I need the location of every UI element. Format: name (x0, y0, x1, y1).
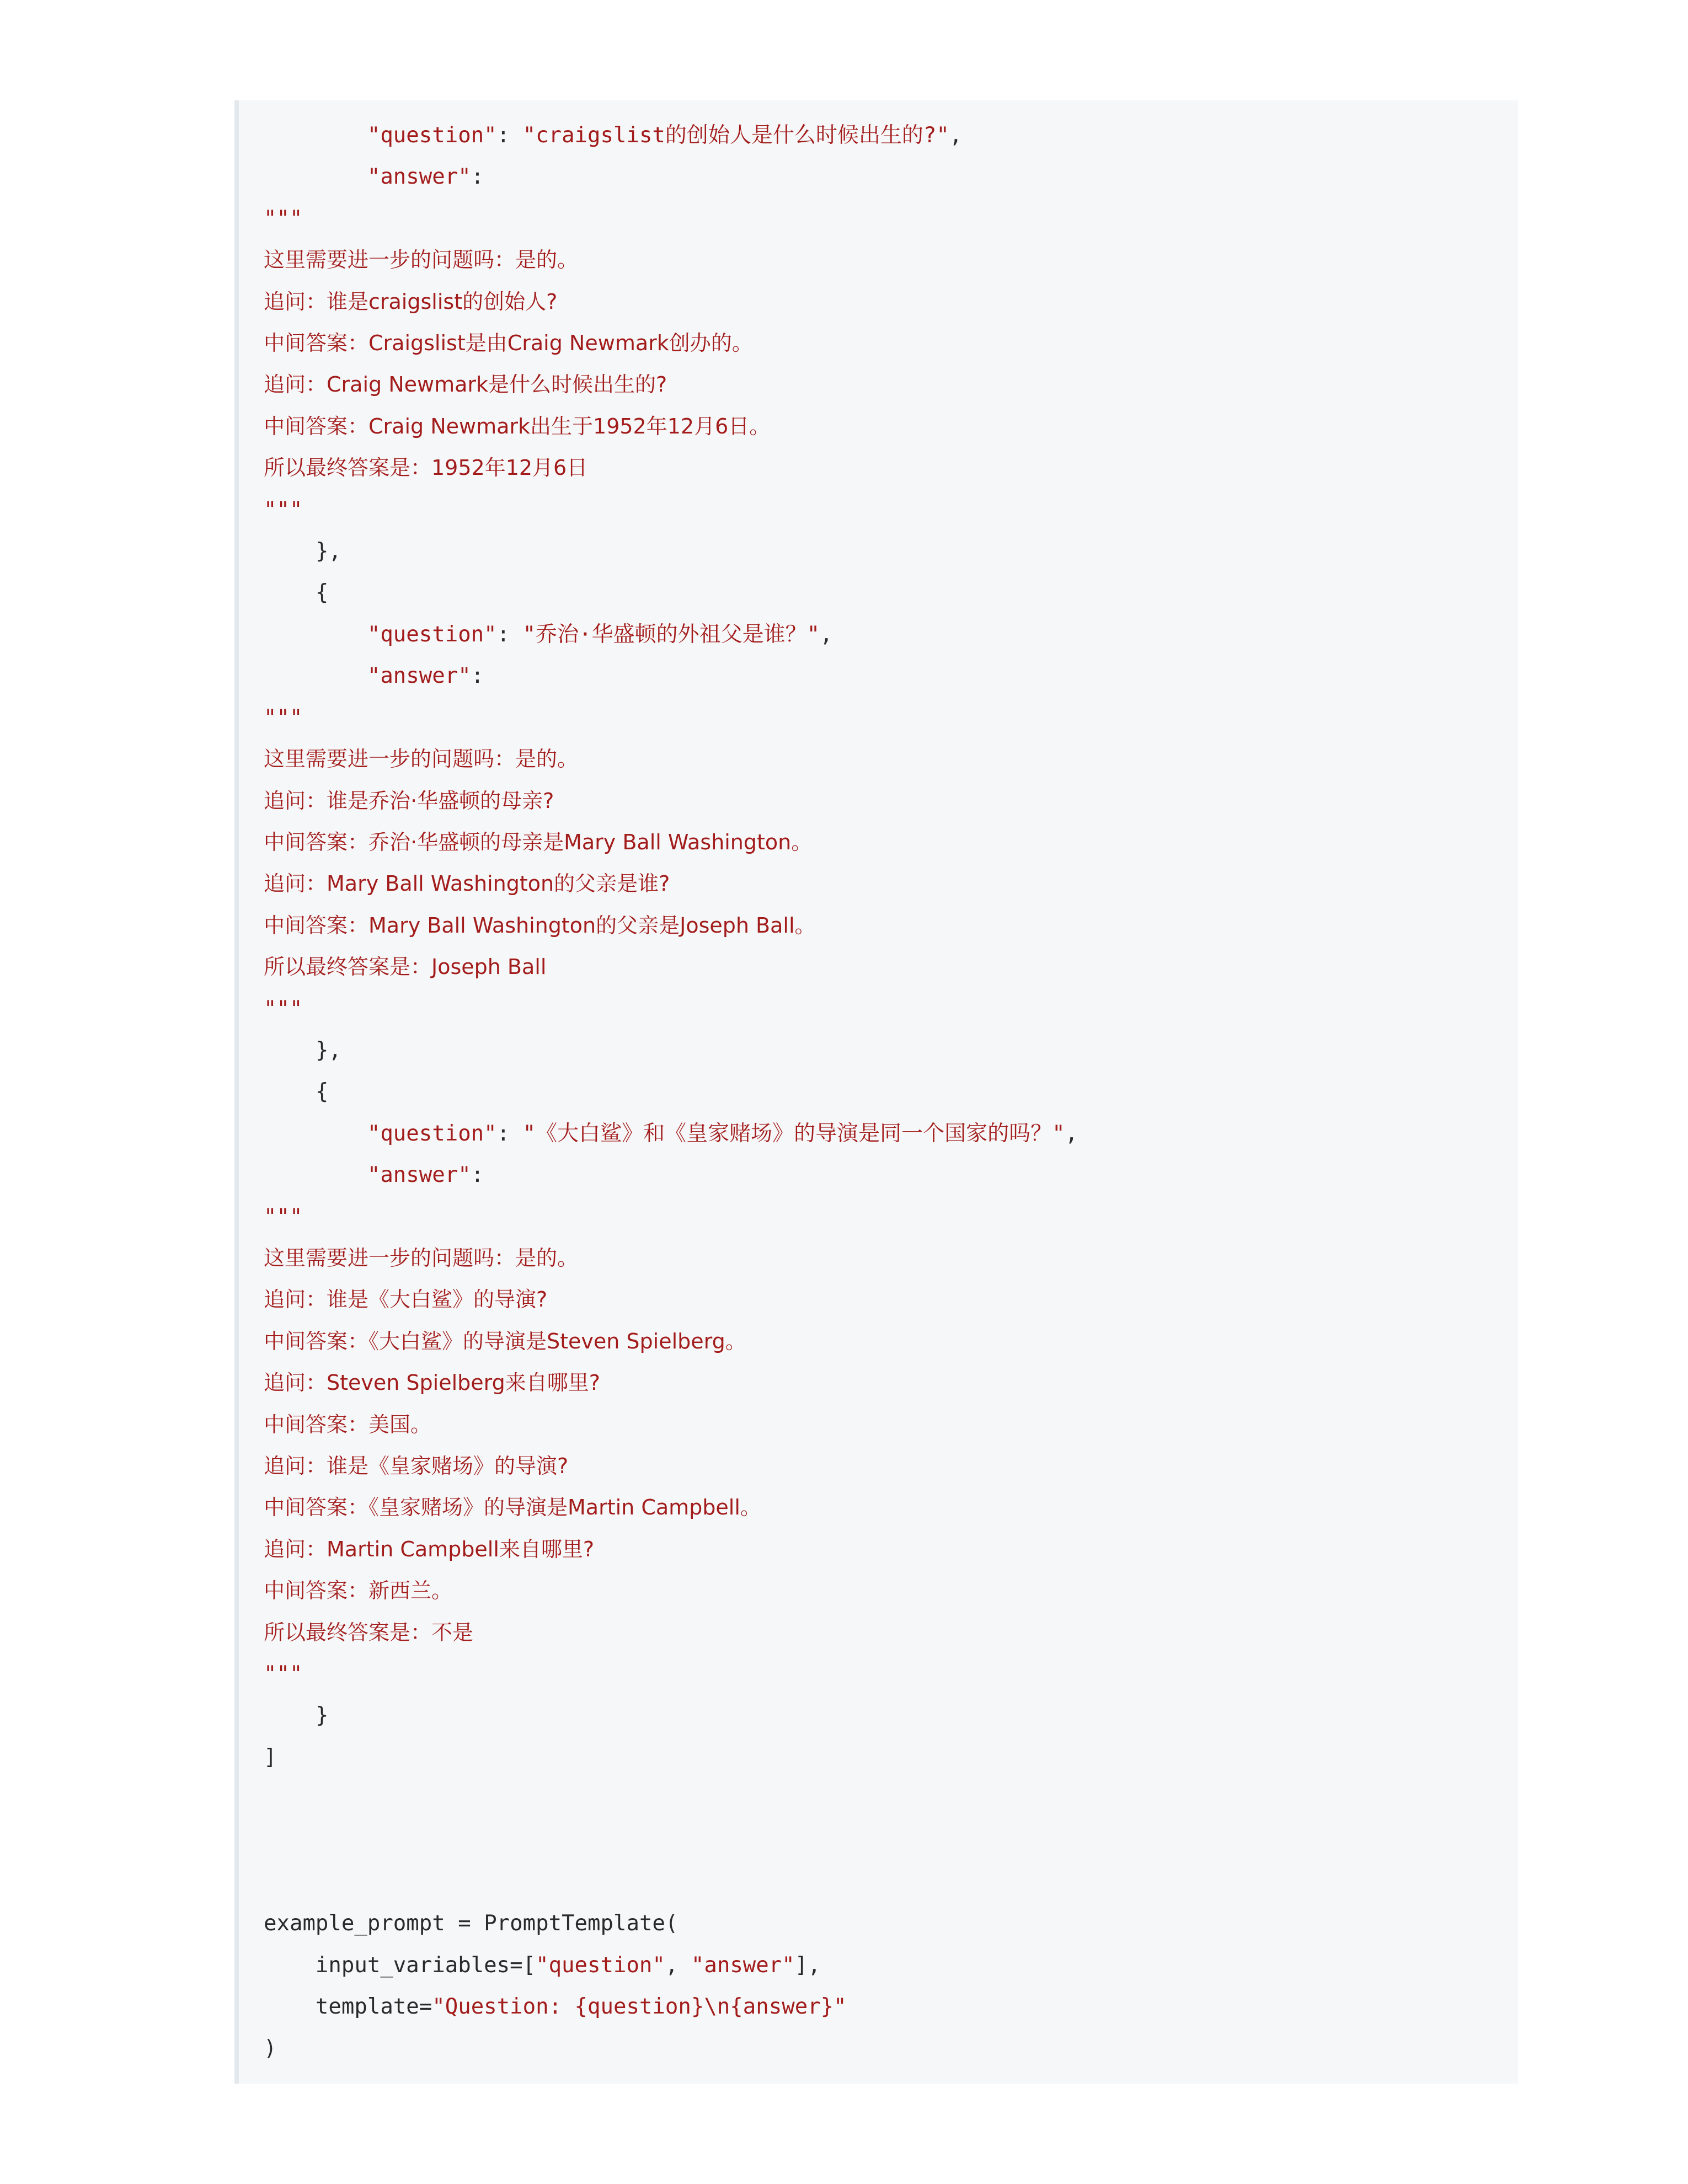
code-line (239, 1196, 1518, 1238)
code-token: : (496, 123, 523, 148)
prose-line: 追问：Craig Newmark是什么时候出生的? (264, 372, 667, 397)
code-line (239, 1695, 1518, 1736)
code-token: input_variables (315, 1952, 510, 1978)
code-line (239, 1113, 1518, 1154)
string-token: "question" (536, 1952, 665, 1978)
string-token: "answer" (691, 1952, 795, 1978)
code-line (239, 697, 1518, 738)
code-token: , (665, 1952, 691, 1978)
code-line (239, 1653, 1518, 1695)
string-token: "answer" (367, 164, 471, 190)
string-token: """ (264, 1204, 303, 1229)
code-line (239, 156, 1518, 197)
code-token: = (445, 1911, 484, 1936)
code-line (239, 198, 1518, 239)
indent (264, 539, 316, 564)
code-token: : (471, 1163, 497, 1188)
string-token: "question" (367, 123, 497, 148)
indent (264, 1994, 316, 2019)
prose-line: 这里需要进一步的问题吗：是的。 (264, 1245, 579, 1270)
string-token: "craigslist的创始人是什么时候出生的?" (522, 123, 949, 148)
prose-line: 中间答案：Craig Newmark出生于1952年12月6日。 (264, 414, 771, 438)
indent (264, 1038, 316, 1063)
code-token: } (315, 1703, 329, 1728)
code-line (239, 1071, 1518, 1112)
prose-line: 所以最终答案是：Joseph Ball (264, 955, 547, 979)
indent (264, 123, 367, 148)
prose-line: 追问：谁是《大白鲨》的导演? (264, 1287, 548, 1312)
blank-line (239, 1861, 1518, 1903)
code-token: =[ (510, 1952, 536, 1978)
blank-line (239, 1820, 1518, 1861)
prose-line: 所以最终答案是：不是 (264, 1620, 474, 1645)
code-token: ] (264, 1744, 277, 1770)
string-token: "answer" (367, 1163, 471, 1188)
string-token: """ (264, 705, 303, 730)
string-token: "Question: {question}\n{answer}" (432, 1994, 847, 2020)
string-token: """ (264, 1662, 303, 1687)
code-token: example_prompt (264, 1911, 445, 1936)
prose-line: 追问：Martin Campbell来自哪里? (264, 1537, 595, 1561)
prose-line: 追问：谁是乔治·华盛顿的母亲? (264, 788, 554, 813)
prose-line: 追问：谁是craigslist的创始人? (264, 289, 558, 314)
code-line (239, 1737, 1518, 1778)
code-token: { (315, 580, 329, 606)
code-token: }, (315, 539, 341, 564)
indent (264, 1121, 367, 1146)
prose-line: 这里需要进一步的问题吗：是的。 (264, 747, 579, 772)
code-line (239, 1945, 1518, 1986)
string-token: """ (264, 996, 303, 1021)
code-block[interactable] (234, 100, 1518, 2084)
string-token: "乔治·华盛顿的外祖父是谁？" (522, 622, 820, 647)
code-token: PromptTemplate (484, 1911, 665, 1936)
indent (264, 1163, 367, 1187)
prose-line: 中间答案：美国。 (264, 1412, 432, 1437)
code-line (239, 1903, 1518, 1944)
code-token: , (820, 622, 833, 647)
prose-line: 追问：Steven Spielberg来自哪里? (264, 1371, 600, 1395)
code-token: : (496, 622, 523, 647)
code-token: : (471, 164, 497, 190)
code-token: : (496, 1121, 523, 1146)
indent (264, 1953, 316, 1978)
code-line (239, 614, 1518, 655)
prose-line: 这里需要进一步的问题吗：是的。 (264, 248, 579, 272)
code-line (239, 572, 1518, 613)
indent (264, 1079, 316, 1104)
code-token: }, (315, 1037, 341, 1063)
code-line (239, 531, 1518, 572)
prose-line: 中间答案：Mary Ball Washington的父亲是Joseph Ball。 (264, 913, 816, 938)
code-token: : (471, 663, 497, 689)
prose-line: 中间答案：新西兰。 (264, 1578, 453, 1603)
code-line (239, 115, 1518, 156)
string-token: "question" (367, 622, 497, 647)
code-token: { (315, 1079, 329, 1105)
code-line (239, 1154, 1518, 1196)
prose-line: 追问：Mary Ball Washington的父亲是谁? (264, 871, 670, 896)
string-token: """ (264, 206, 303, 231)
prose-line: 追问：谁是《皇家赌场》的导演? (264, 1454, 569, 1478)
code-token: , (949, 123, 963, 148)
code-line (239, 489, 1518, 531)
code-token: = (419, 1994, 432, 2020)
prose-line: 中间答案：乔治·华盛顿的母亲是Mary Ball Washington。 (264, 829, 813, 854)
prose-line: 所以最终答案是：1952年12月6日 (264, 456, 588, 480)
prose-line: 中间答案：《大白鲨》的导演是Steven Spielberg。 (264, 1329, 746, 1353)
prose-line: 中间答案：Craigslist是由Craig Newmark创办的。 (264, 331, 753, 356)
indent (264, 164, 367, 189)
indent (264, 580, 316, 605)
indent (264, 622, 367, 647)
string-token: "answer" (367, 663, 471, 689)
string-token: """ (264, 497, 303, 522)
code-token: ], (794, 1952, 821, 1978)
blank-line (239, 1778, 1518, 1819)
code-token: ( (665, 1911, 679, 1936)
string-token: "question" (367, 1121, 497, 1146)
code-token: , (1065, 1121, 1078, 1146)
prose-line: 中间答案：《皇家赌场》的导演是Martin Campbell。 (264, 1495, 761, 1520)
code-line (239, 1986, 1518, 2027)
code-line (239, 1030, 1518, 1071)
code-token: template (315, 1994, 419, 2020)
indent (264, 1703, 316, 1728)
code-line (239, 655, 1518, 697)
code-token: ) (264, 2036, 277, 2061)
string-token: "《大白鲨》和《皇家赌场》的导演是同一个国家的吗？" (522, 1121, 1065, 1146)
code-line (239, 988, 1518, 1030)
indent (264, 663, 367, 688)
code-line (239, 2028, 1518, 2069)
